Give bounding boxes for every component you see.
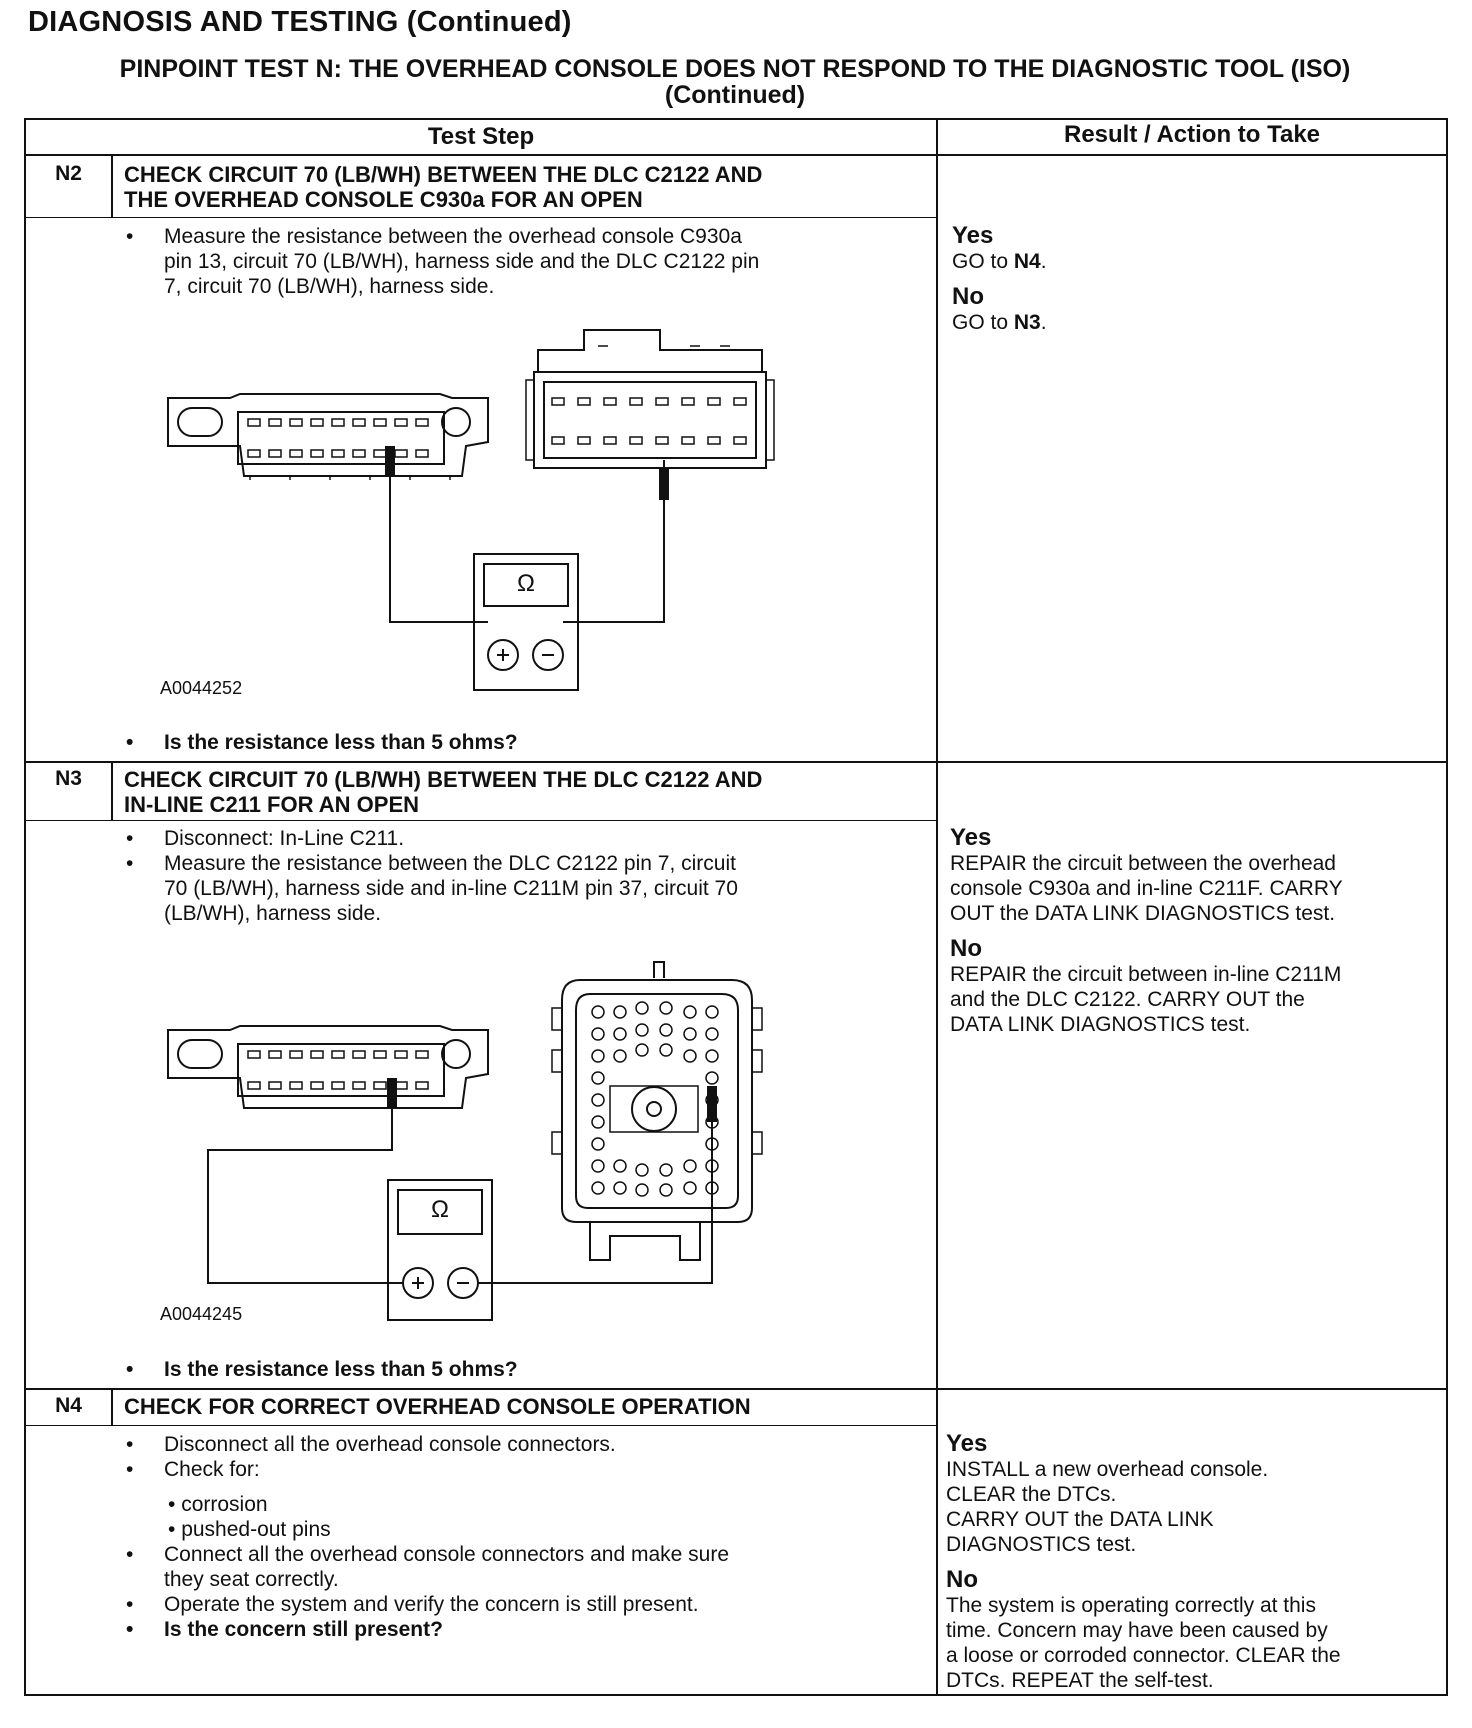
ohm-symbol: Ω: [431, 1196, 449, 1223]
col-header-test-step: Test Step: [427, 123, 535, 150]
yes-label: Yes: [950, 824, 992, 851]
sub-bullet-text: pushed-out pins: [181, 1518, 331, 1541]
goto-target: N4: [1013, 250, 1041, 273]
instruction-line: Measure the resistance between the DLC C2122 pin 7, circuit: [164, 852, 736, 875]
step-id: N2: [55, 162, 82, 185]
pinpoint-test-title-line1: PINPOINT TEST N: THE OVERHEAD CONSOLE DOES NOT RESPOND TO THE DIAGNOSTIC TOOL (ISO): [119, 55, 1351, 83]
yes-label: Yes: [946, 1430, 988, 1457]
probe-lead-negative: [478, 1108, 712, 1283]
table-bottom-border: [24, 1694, 1448, 1696]
page-title: DIAGNOSIS AND TESTING (Continued): [28, 6, 572, 38]
probe-lead-positive: [208, 1090, 403, 1283]
no-action-line: REPAIR the circuit between in-line C211M: [950, 963, 1342, 986]
step-title-line: IN-LINE C211 FOR AN OPEN: [124, 792, 420, 817]
question-text: Is the resistance less than 5 ohms?: [164, 731, 518, 754]
no-label: No: [952, 283, 984, 310]
no-action-line: a loose or corroded connector. CLEAR the: [946, 1644, 1341, 1667]
no-action-line: DTCs. REPEAT the self-test.: [946, 1669, 1214, 1692]
instruction-text: Disconnect: In-Line C211.: [164, 827, 405, 850]
bullet-marker: •: [126, 1458, 134, 1481]
yes-action-line: REPAIR the circuit between the overhead: [950, 852, 1336, 875]
probe-tip: [387, 1078, 397, 1108]
yes-action-line: DIAGNOSTICS test.: [946, 1533, 1137, 1556]
bullet-marker: •: [126, 225, 134, 248]
step-title-line: CHECK CIRCUIT 70 (LB/WH) BETWEEN THE DLC C2122 AND: [124, 162, 763, 187]
bullet-marker: •: [126, 1543, 134, 1566]
question-text: Is the resistance less than 5 ohms?: [164, 1358, 518, 1381]
instruction-line: Measure the resistance between the overhead console C930a: [164, 225, 742, 248]
n4-title-bottom-border: [24, 1425, 937, 1426]
table-right-border: [1446, 118, 1448, 1696]
instruction-line: they seat correctly.: [164, 1568, 339, 1591]
yes-action-line: INSTALL a new overhead console.: [946, 1458, 1269, 1481]
inline-c211-connector: [552, 962, 762, 1260]
bullet-marker: •: [126, 827, 134, 850]
dlc-connector: [168, 1026, 488, 1108]
probe-tip: [707, 1086, 717, 1122]
instruction-text: Operate the system and verify the concern is still present.: [164, 1593, 699, 1616]
instruction-text: Check for:: [164, 1458, 260, 1481]
sub-bullet-text: corrosion: [181, 1493, 268, 1516]
bullet-marker: •: [126, 1358, 134, 1381]
step-title-line: THE OVERHEAD CONSOLE C930a FOR AN OPEN: [124, 187, 643, 212]
bullet-marker: •: [126, 1593, 134, 1616]
no-action: GO to N3.: [952, 311, 1047, 334]
yes-action-line: CARRY OUT the DATA LINK: [946, 1508, 1214, 1531]
bullet-marker: •: [126, 731, 134, 754]
col-header-result: Result / Action to Take: [1063, 121, 1321, 148]
bullet-marker: •: [126, 1433, 134, 1456]
instruction-text: [164, 1542, 729, 1592]
sub-bullet: • corrosion: [168, 1493, 268, 1516]
question-text: Is the concern still present?: [164, 1618, 443, 1641]
bullet-marker: •: [126, 852, 134, 875]
no-label: No: [950, 935, 982, 962]
ohm-symbol: Ω: [517, 570, 535, 597]
no-action-line: time. Concern may have been caused by: [946, 1619, 1328, 1642]
no-action-line: The system is operating correctly at this: [946, 1594, 1316, 1617]
n4-results: [946, 1430, 1341, 1693]
instruction-line: pin 13, circuit 70 (LB/WH), harness side and the DLC C2122 pin: [164, 250, 760, 273]
n2-results: [952, 222, 1047, 335]
instruction-line: Connect all the overhead console connectors and make sure: [164, 1543, 730, 1566]
instruction-line: (LB/WH), harness side.: [164, 902, 382, 925]
step-title: CHECK FOR CORRECT OVERHEAD CONSOLE OPERATION: [124, 1394, 751, 1419]
instruction-line: 70 (LB/WH), harness side and in-line C211M pin 37, circuit 70: [164, 877, 738, 900]
step-title-line: CHECK CIRCUIT 70 (LB/WH) BETWEEN THE DLC C2122 AND: [124, 767, 763, 792]
instruction-text: Disconnect all the overhead console connectors.: [164, 1433, 616, 1456]
bullet-marker: •: [126, 1618, 134, 1641]
no-label: No: [946, 1566, 978, 1593]
yes-action-line: console C930a and in-line C211F. CARRY: [950, 877, 1343, 900]
goto-target: N3: [1013, 311, 1041, 334]
step-id: N3: [55, 767, 82, 790]
yes-action-line: CLEAR the DTCs.: [946, 1483, 1117, 1506]
figure-id: A0044252: [160, 678, 243, 698]
figure-id: A0044245: [160, 1304, 243, 1324]
step-id: N4: [55, 1394, 82, 1417]
n4-id-divider: [111, 1388, 113, 1426]
yes-label: Yes: [952, 222, 994, 249]
yes-action: GO to N4.: [952, 250, 1047, 273]
no-action-line: DATA LINK DIAGNOSTICS test.: [950, 1013, 1251, 1036]
yes-action-line: OUT the DATA LINK DIAGNOSTICS test.: [950, 902, 1336, 925]
pinpoint-test-title-line2: (Continued): [664, 81, 806, 109]
sub-bullet: • pushed-out pins: [168, 1518, 331, 1541]
instruction-line: 7, circuit 70 (LB/WH), harness side.: [164, 275, 495, 298]
no-action-line: and the DLC C2122. CARRY OUT the: [950, 988, 1305, 1011]
n3-results: [950, 824, 1343, 1037]
